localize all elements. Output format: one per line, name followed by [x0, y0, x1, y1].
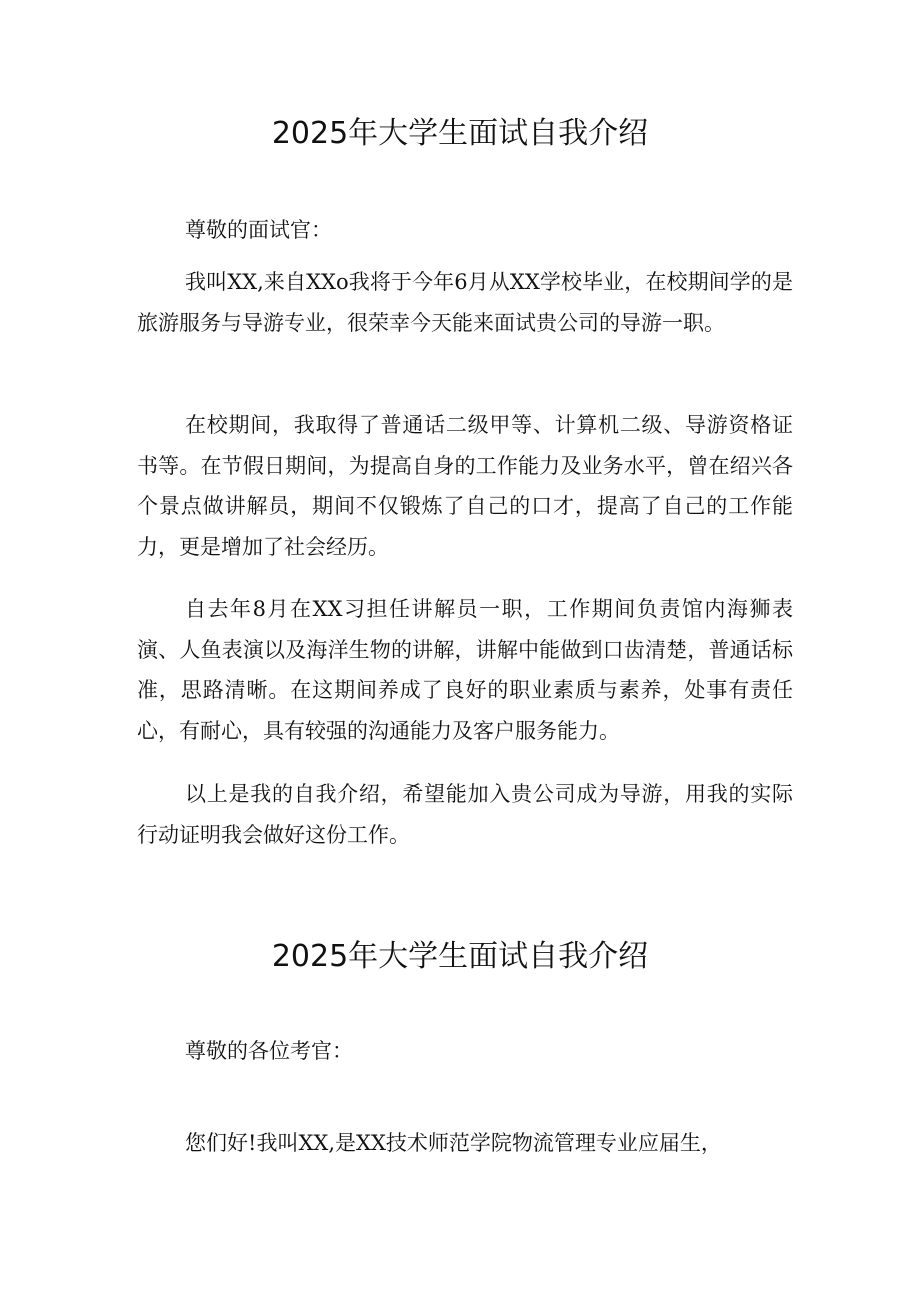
body-paragraph: 我叫XX,来自XXo我将于今年6月从XX学校毕业，在校期间学的是旅游服务与导游专业，很荣幸今天能来面试贵公司的导游一职。 — [137, 270, 793, 335]
body-paragraph: 自去年8月在XX习担任讲解员一职，工作期间负责馆内海狮表演、人鱼表演以及海洋生物的讲解，讲解中能做到口齿清楚，普通话标准，思路清晰。在这期间养成了良好的职业素质与素养，处事有责任心，有耐心，具有较强的沟通能力及客户服务能力。 — [137, 597, 793, 743]
document-title: 2025年大学生面试自我介绍 — [271, 939, 649, 974]
body-paragraph: 以上是我的自我介绍，希望能加入贵公司成为导游，用我的实际行动证明我会做好这份工作。 — [137, 782, 793, 847]
salutation: 尊敬的面试官： — [185, 218, 332, 242]
salutation: 尊敬的各位考官： — [185, 1039, 353, 1063]
document-title: 2025年大学生面试自我介绍 — [271, 116, 649, 151]
body-paragraph: 您们好!我叫XX,是XX技术师范学院物流管理专业应届生， — [185, 1131, 722, 1155]
body-paragraph: 在校期间，我取得了普通话二级甲等、计算机二级、导游资格证书等。在节假日期间，为提高自身的工作能力及业务水平，曾在绍兴各个景点做讲解员，期间不仅锻炼了自己的口才，提高了自己的工作能力，更是增加了社会经历。 — [137, 413, 793, 559]
